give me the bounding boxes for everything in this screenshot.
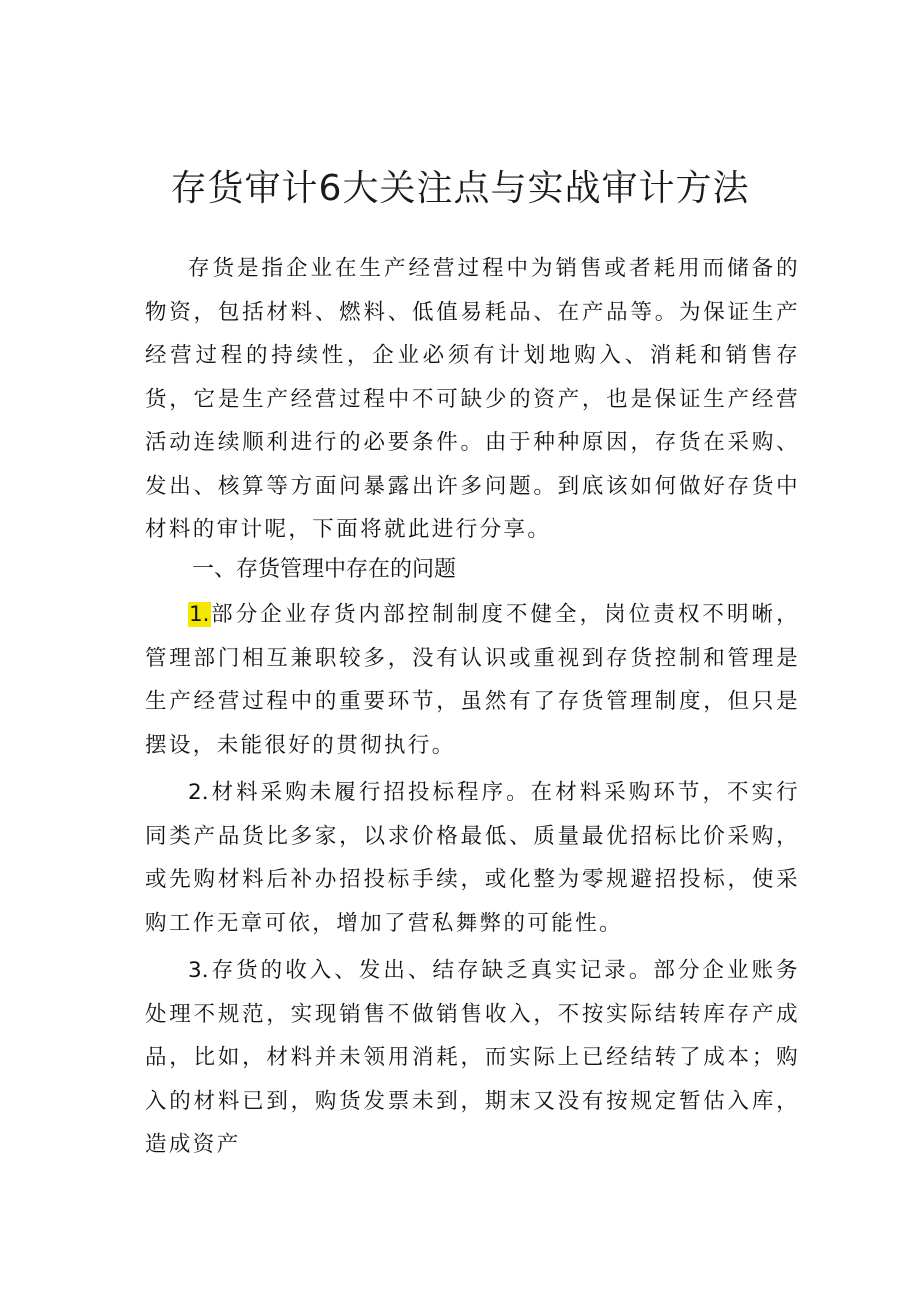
item-number: 2 <box>188 780 202 805</box>
item-number: 3 <box>188 958 202 983</box>
list-item-1 <box>145 593 800 767</box>
intro-paragraph: 存货是指企业在生产经营过程中为销售或者耗用而储备的物资，包括材料、燃料、低值易耗品、在产品等。为保证生产经营过程的持续性，企业必须有计划地购入、消耗和销售存货，它是生产经营过程中不可缺少的资产，也是保证生产经营活动连续顺利进行的必要条件。由于种种原因，存货在采购、发出、核算等方面问暴露出许多问题。到底该如何做好存货中材料的审计呢，下面将就此进行分享。 <box>145 256 800 542</box>
document-title: 存货审计6大关注点与实战审计方法 <box>170 168 750 209</box>
item-number-highlighted: 1. <box>189 602 210 627</box>
item-text: .存货的收入、发出、结存缺乏真实记录。部分企业账务处理不规范，实现销售不做销售收入，不按实际结转库存产成品，比如，材料并未领用消耗，而实际上已经结转了成本；购入的材料已到，购货发票未到，期末又没有按规定暂估入库，造成资产 <box>145 958 800 1157</box>
section-heading: 一、存货管理中存在的问题 <box>192 557 457 582</box>
list-item-2 <box>145 771 800 945</box>
item-text: 部分企业存货内部控制制度不健全，岗位责权不明晰，管理部门相互兼职较多，没有认识或重视到存货控制和管理是生产经营过程中的重要环节，虽然有了存货管理制度，但只是摆设，未能很好的贯彻执行。 <box>145 602 800 758</box>
item-text: .材料采购未履行招投标程序。在材料采购环节，不实行同类产品货比多家，以求价格最低、质量最优招标比价采购，或先购材料后补办招投标手续，或化整为零规避招投标，使采购工作无章可依，增加了营私舞弊的可能性。 <box>145 780 800 936</box>
list-item-3 <box>145 949 800 1167</box>
